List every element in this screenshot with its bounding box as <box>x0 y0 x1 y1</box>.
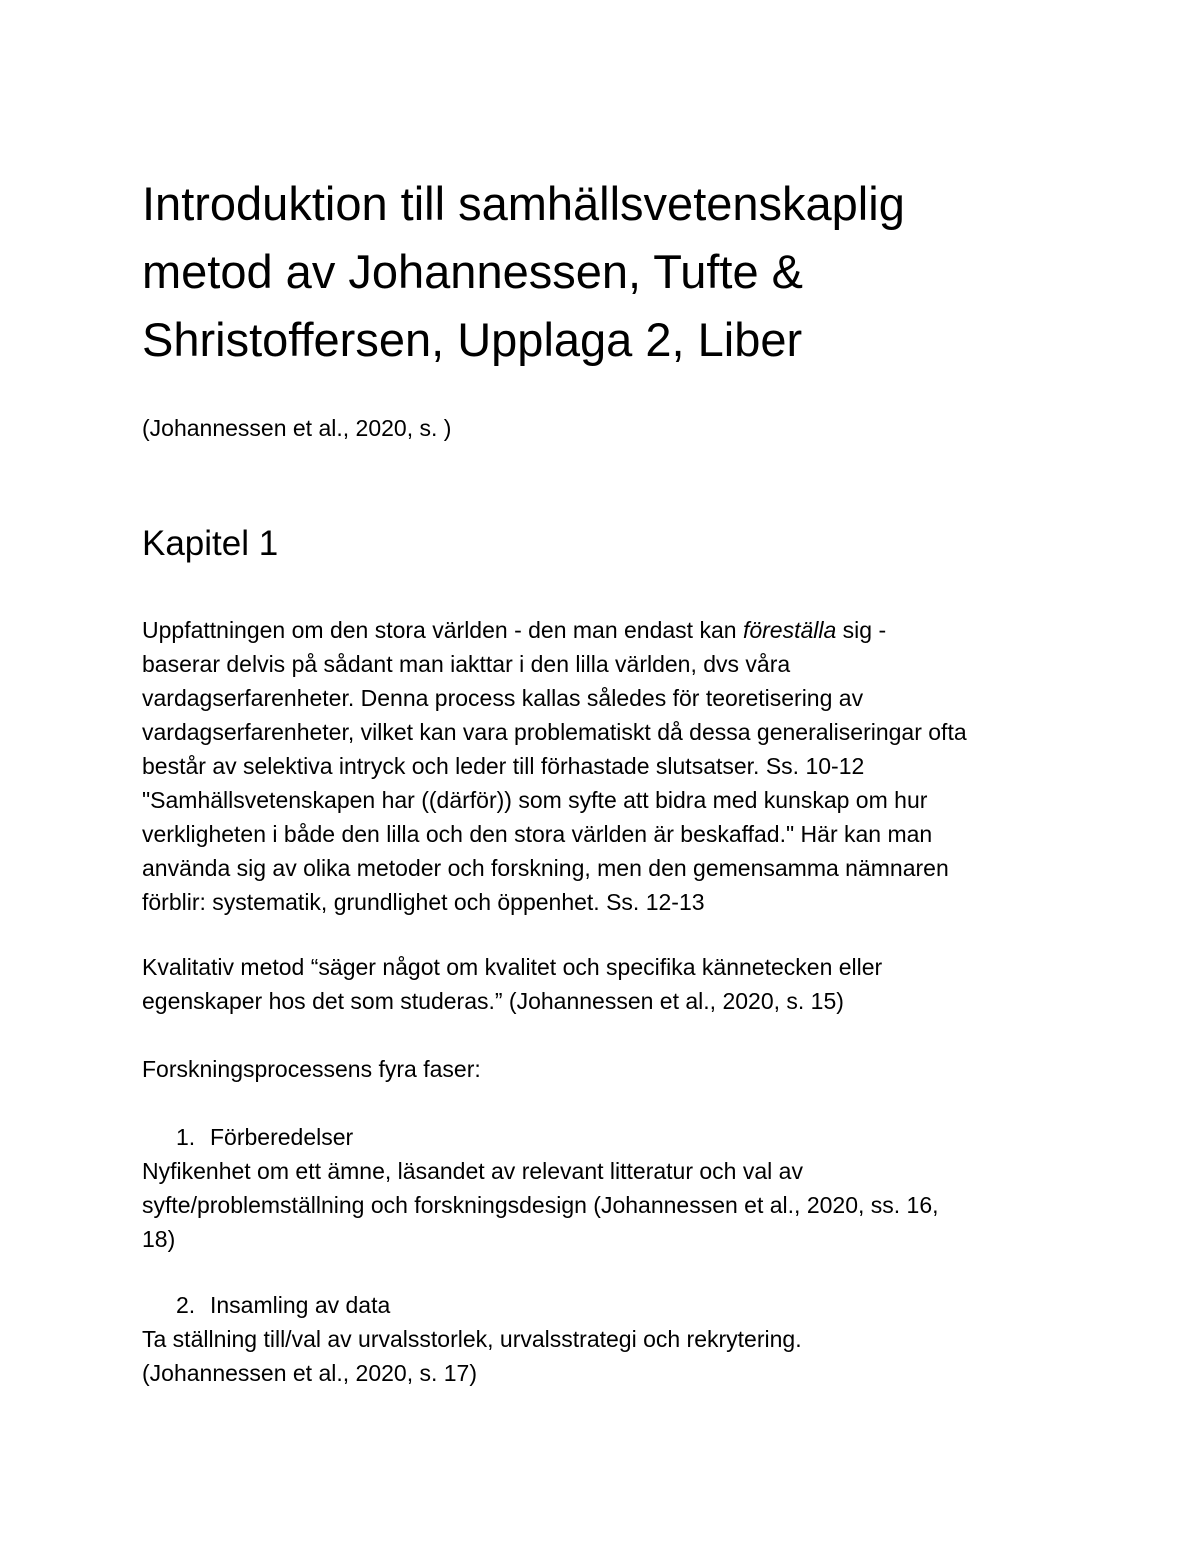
paragraph-perception <box>142 613 1072 919</box>
paragraph-line: Kvalitativ metod “säger något om kvalitet och specifika kännetecken eller <box>142 954 883 980</box>
paragraph-line: använda sig av olika metoder och forskning, men den gemensamma nämnaren <box>142 855 949 881</box>
paragraph-line <box>142 613 1072 647</box>
phase-description <box>142 1154 1072 1256</box>
list-number: 1. <box>176 1124 196 1150</box>
paragraph-line: vardagserfarenheter. Denna process kallas således för teoretisering av <box>142 685 864 711</box>
paragraph-line: (Johannessen et al., 2020, s. 17) <box>142 1360 477 1386</box>
list-number: 2. <box>176 1292 196 1318</box>
title-line: metod av Johannessen, Tufte & <box>142 245 804 298</box>
list-label: Förberedelser <box>210 1124 354 1150</box>
text-run: Uppfattningen om den stora världen - den man endast kan <box>142 617 743 643</box>
phase-description <box>142 1322 1072 1390</box>
paragraph-line: förblir: systematik, grundlighet och öppenhet. Ss. 12-13 <box>142 889 705 915</box>
document-title <box>142 170 1082 374</box>
paragraph-line: baserar delvis på sådant man iakttar i den lilla världen, dvs våra <box>142 651 791 677</box>
title-line: Shristoffersen, Upplaga 2, Liber <box>142 313 803 366</box>
paragraph-line: verkligheten i både den lilla och den stora världen är beskaffad." Här kan man <box>142 821 933 847</box>
italic-term: föreställa <box>742 617 837 643</box>
paragraph-phases-intro: Forskningsprocessens fyra faser: <box>142 1056 481 1082</box>
paragraph-line: består av selektiva intryck och leder till förhastade slutsatser. Ss. 10-12 <box>142 753 865 779</box>
text-run: sig - <box>836 617 887 643</box>
chapter-heading: Kapitel 1 <box>142 524 279 563</box>
citation-template: (Johannessen et al., 2020, s. ) <box>142 415 452 441</box>
list-label: Insamling av data <box>210 1292 391 1318</box>
paragraph-line: vardagserfarenheter, vilket kan vara problematiskt då dessa generaliseringar ofta <box>142 719 967 745</box>
paragraph-line: "Samhällsvetenskapen har ((därför)) som syfte att bidra med kunskap om hur <box>142 787 928 813</box>
title-line: Introduktion till samhällsvetenskaplig <box>142 177 905 230</box>
paragraph-qualitative-method <box>142 950 1072 1018</box>
paragraph-line: Nyfikenhet om ett ämne, läsandet av relevant litteratur och val av <box>142 1158 803 1184</box>
list-item <box>176 1120 353 1154</box>
paragraph-line: 18) <box>142 1226 176 1252</box>
paragraph-line: Ta ställning till/val av urvalsstorlek, urvalsstrategi och rekrytering. <box>142 1326 802 1352</box>
paragraph-line: egenskaper hos det som studeras.” (Johannessen et al., 2020, s. 15) <box>142 988 844 1014</box>
list-item <box>176 1288 390 1322</box>
paragraph-line: syfte/problemställning och forskningsdesign (Johannessen et al., 2020, ss. 16, <box>142 1192 939 1218</box>
